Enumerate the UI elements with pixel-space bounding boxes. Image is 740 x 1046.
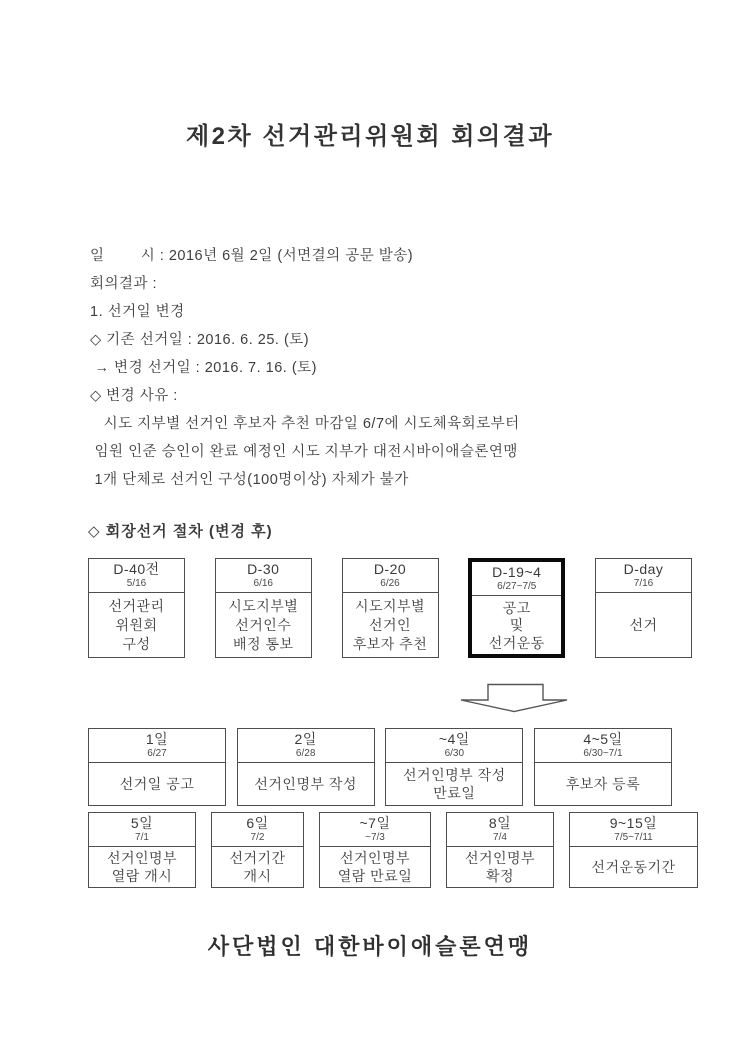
detail-line: 확정: [485, 867, 515, 884]
meta-line-reason-label: ◇ 변경 사유 :: [90, 388, 178, 404]
detail-day: ~7일: [359, 815, 391, 831]
stage-date: 6/27~7/5: [497, 581, 537, 592]
stage-dday: D-40전: [113, 561, 160, 577]
detail-box-day8: [446, 812, 554, 888]
stage-line: 및: [509, 617, 524, 633]
detail-box-day4: [385, 728, 523, 806]
stage-date: 7/16: [633, 578, 654, 589]
stage-date: 6/16: [253, 578, 273, 589]
detail-box-header: [570, 813, 697, 847]
stage-box-body: [472, 596, 561, 654]
detail-line: 후보자 등록: [565, 776, 641, 792]
detail-box-day6: [211, 812, 304, 888]
detail-date: 6/30: [444, 748, 465, 759]
detail-day: 9~15일: [609, 815, 658, 831]
section-heading-procedure: ◇ 회장선거 절차 (변경 후): [88, 523, 273, 540]
detail-line: 선거인명부: [106, 850, 178, 867]
detail-line: 만료일: [433, 785, 476, 801]
detail-box-header: [89, 729, 225, 763]
stage-box-announcement-campaign: [468, 558, 565, 658]
stage-box-voter-allocation: [215, 558, 312, 658]
detail-box-body: [386, 763, 522, 805]
detail-box-body: [535, 763, 671, 805]
detail-line: 선거일 공고: [119, 776, 195, 792]
detail-row-2: [88, 812, 698, 888]
detail-box-header: [447, 813, 553, 847]
meta-line-old-date: ◇ 기존 선거일 : 2016. 6. 25. (토): [90, 332, 310, 348]
stage-box-committee: [88, 558, 185, 658]
stage-box-header: [216, 559, 311, 593]
detail-box-body: [212, 847, 303, 887]
stage-box-body: [89, 593, 184, 657]
organization-name: 사단법인 대한바이애슬론연맹: [207, 934, 533, 959]
stage-line: 선거: [629, 617, 658, 633]
meta-line-reason-1: 시도 지부별 선거인 후보자 추천 마감일 6/7에 시도체육회로부터: [90, 416, 520, 432]
detail-day: 8일: [488, 815, 512, 831]
detail-day: 2일: [294, 731, 317, 747]
detail-date: 6/28: [295, 748, 316, 759]
detail-date: 7/1: [135, 832, 149, 843]
detail-box-header: [238, 729, 374, 763]
stage-line: 구성: [122, 636, 151, 652]
detail-day: 5일: [130, 815, 154, 831]
stage-box-header: [89, 559, 184, 593]
meeting-info-block: [90, 242, 670, 494]
detail-line: 선거인명부: [464, 850, 536, 867]
detail-line: 선거인명부 작성: [254, 776, 357, 792]
detail-box-day5: [88, 812, 196, 888]
detail-row-1: [88, 728, 672, 806]
stage-line: 배정 통보: [233, 636, 294, 652]
stage-box-header: [596, 559, 691, 593]
detail-line: 개시: [243, 867, 272, 884]
stage-line: 선거운동: [488, 634, 545, 651]
detail-day: 6일: [246, 815, 269, 831]
detail-box-header: [212, 813, 303, 847]
detail-date: ~7/3: [365, 832, 385, 843]
stage-dday: D-day: [623, 561, 664, 577]
detail-box-body: [89, 763, 225, 805]
detail-line: 선거기간: [229, 850, 286, 867]
meta-line-reason-3: 1개 단체로 선거인 구성(100명이상) 자체가 불가: [90, 472, 409, 488]
stage-line: 선거관리: [108, 598, 165, 614]
stage-box-header: [343, 559, 438, 593]
stage-box-body: [343, 593, 438, 657]
detail-box-body: [447, 847, 553, 887]
stage-line: 시도지부별: [228, 598, 299, 614]
stage-box-candidate-recommendation: [342, 558, 439, 658]
detail-box-header: [320, 813, 430, 847]
stage-line: 공고: [502, 599, 531, 616]
detail-box-body: [238, 763, 374, 805]
stage-dday: D-20: [373, 561, 407, 577]
meta-line-item1: 1. 선거일 변경: [90, 304, 185, 320]
stage-line: 선거인수: [235, 617, 292, 633]
detail-box-day2: [237, 728, 375, 806]
stage-box-body: [216, 593, 311, 657]
detail-box-day1: [88, 728, 226, 806]
meta-line-reason-2: 임원 인준 승인이 완료 예정인 시도 지부가 대전시바이애슬론연맹: [90, 444, 518, 460]
meta-line-new-date: → 변경 선거일 : 2016. 7. 16. (토): [90, 360, 317, 376]
stage-date: 5/16: [126, 578, 147, 589]
detail-date: 7/2: [250, 832, 265, 843]
detail-line: 열람 개시: [111, 867, 173, 884]
detail-day: 4~5일: [583, 731, 623, 747]
detail-date: 7/4: [493, 832, 507, 843]
stage-date: 6/26: [380, 578, 400, 589]
detail-day: ~4일: [438, 731, 470, 747]
stage-line: 시도지부별: [354, 598, 426, 614]
stage-line: 위원회: [115, 617, 158, 633]
stage-line: 후보자 추천: [352, 636, 428, 652]
stage-row: [88, 558, 692, 658]
detail-box-body: [570, 847, 697, 887]
detail-line: 선거인명부 작성: [403, 767, 506, 783]
detail-box-day9-15: [569, 812, 698, 888]
detail-line: 선거인명부: [339, 850, 411, 867]
meta-line-date: 일 시 : 2016년 6월 2일 (서면결의 공문 발송): [90, 248, 414, 264]
stage-box-body: [596, 593, 691, 657]
stage-box-header: [472, 562, 561, 596]
detail-date: 7/5~7/11: [614, 832, 653, 843]
detail-box-header: [89, 813, 195, 847]
stage-dday: D-30: [247, 561, 280, 577]
detail-box-header: [535, 729, 671, 763]
detail-date: 6/27: [147, 748, 167, 759]
detail-date: 6/30~7/1: [583, 748, 623, 759]
detail-box-header: [386, 729, 522, 763]
detail-box-body: [89, 847, 195, 887]
detail-box-day7: [319, 812, 431, 888]
detail-box-day4-5: [534, 728, 672, 806]
detail-box-body: [320, 847, 430, 887]
down-arrow-icon: [460, 683, 568, 713]
detail-line: 선거운동기간: [591, 859, 676, 875]
stage-box-election-day: [595, 558, 692, 658]
detail-day: 1일: [145, 731, 169, 747]
page-title: 제2차 선거관리위원회 회의결과: [185, 123, 555, 150]
stage-dday: D-19~4: [492, 564, 542, 580]
meta-line-result-label: 회의결과 :: [90, 276, 158, 292]
detail-line: 열람 만료일: [337, 867, 413, 884]
stage-line: 선거인: [368, 617, 412, 633]
